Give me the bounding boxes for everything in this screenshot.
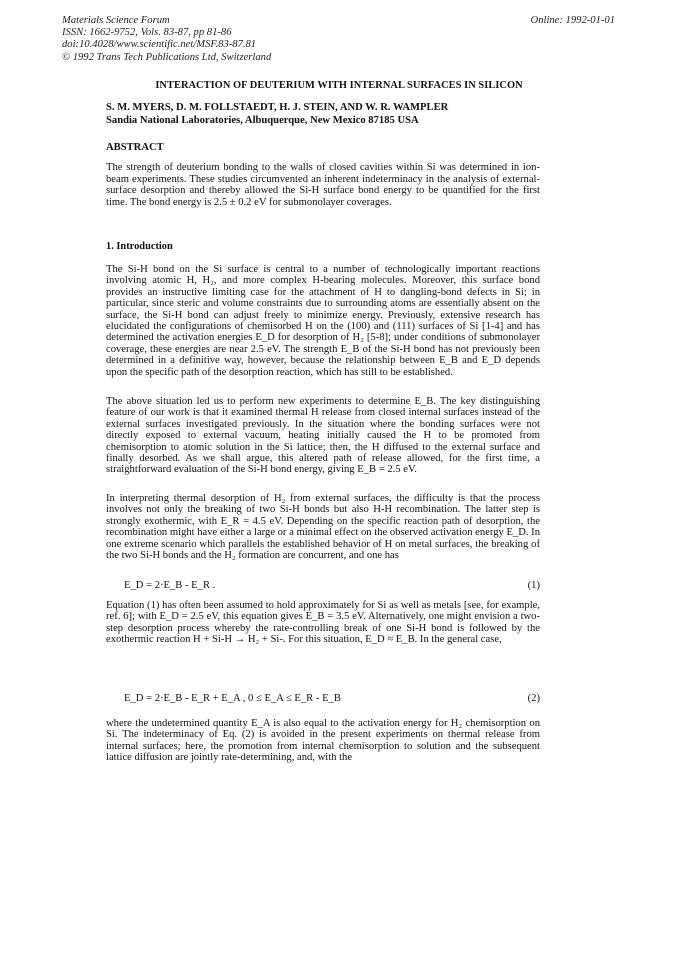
paragraph-1: The Si-H bond on the Si surface is central to a number of technologically important reactions involving atomic H, H₂, and more complex H-bearing molecules. Moreover, this surface bond provides an instructive limiting case for the attachment of H to dangling-bond defects in Si; in particular, since steric and volume constraints due to surrounding atoms are essentially absent on the surface, the Si-H bond can adjust freely to minimize energy. Previously, extensive research has elucidated the configurations of chemisorbed H on the (100) and (111) surfaces of Si [1-4] and has determined the activation energies E_D for desorption of H₂ [5-8]; under conditions of submonolayer coverage, these energies are near 2.5 eV. The strength E_B of the Si-H bond has not previously been determined in a definitive way, however, because the relationship between E_B and E_D depends upon the specific path of the desorption reaction, which has still to be established. (106, 264, 540, 378)
issn-line: ISSN: 1662-9752, Vols. 83-87, pp 81-86 (62, 27, 232, 39)
journal-header (62, 15, 271, 64)
equation-2-number: (2) (527, 693, 540, 704)
author-list: S. M. MYERS, D. M. FOLLSTAEDT, H. J. STEIN, AND W. R. WAMPLER (106, 102, 449, 113)
copyright-line: © 1992 Trans Tech Publications Ltd, Switzerland (62, 51, 272, 63)
paper-title: INTERACTION OF DEUTERIUM WITH INTERNAL SURFACES IN SILICON (155, 80, 523, 91)
equation-2-expression: E_D = 2·E_B - E_R + E_A , 0 ≤ E_A ≤ E_R - E_B (124, 693, 341, 704)
online-date: Online: 1992-01-01 (530, 15, 615, 26)
equation-2 (106, 693, 540, 707)
equation-1 (106, 580, 540, 594)
author-block (106, 102, 448, 128)
equation-1-number: (1) (527, 580, 540, 591)
abstract-heading: ABSTRACT (106, 142, 164, 153)
equation-1-expression: E_D = 2·E_B - E_R . (124, 580, 216, 591)
doi-line[interactable]: doi:10.4028/www.scientific.net/MSF.83-87.81 (62, 39, 257, 51)
journal-name: Materials Science Forum (62, 15, 170, 26)
paragraph-5: where the undetermined quantity E_A is also equal to the activation energy for H₂ chemisorption on Si. The indeterminacy of Eq. (2) is avoided in the present experiments on thermal release from internal surfaces; here, the promotion from internal chemisorption to solution and the subsequent lattice diffusion are jointly rate-determining, and, with the (106, 718, 540, 764)
section-heading: 1. Introduction (106, 241, 173, 252)
paragraph-3: In interpreting thermal desorption of H₂ from external surfaces, the difficulty is that the process involves not only the breaking of two Si-H bonds but also H-H recombination. The latter step is strongly exothermic, with E_R = 4.5 eV. Depending on the specific reaction path of desorption, the recombination might have either a large or a minimal effect on the observed activation energy E_D. In one extreme scenario which parallels the established behavior of H on metal surfaces, the breaking of the two Si-H bonds and the H₂ formation are concurrent, and one has (106, 493, 540, 562)
abstract-text: The strength of deuterium bonding to the walls of closed cavities within Si was determined in ion-beam experiments. These studies circumvented an inherent indeterminacy in the analysis of external-surface desorption and thereby allowed the Si-H surface bond energy to be quantified for the first time. The bond energy is 2.5 ± 0.2 eV for submonolayer coverages. (106, 162, 540, 208)
paragraph-2: The above situation led us to perform new experiments to determine E_B. The key distinguishing feature of our work is that it examined thermal H release from closed internal surfaces instead of the external surfaces investigated previously. In the situation where the bonding surfaces were not directly exposed to external vacuum, heating initially caused the H to be promoted from chemisorption to atomic solution in the Si lattice; then, the H diffused to the external surface and finally desorbed. As we shall argue, this altered path of release allowed, for the first time, a straightforward evaluation of the Si-H bond energy, giving E_B = 2.5 eV. (106, 396, 540, 476)
affiliation: Sandia National Laboratories, Albuquerque, New Mexico 87185 USA (106, 114, 419, 126)
paragraph-4: Equation (1) has often been assumed to hold approximately for Si as well as metals [see, for example, ref. 6]; with E_D = 2.5 eV, this equation gives E_B = 3.5 eV. Alternatively, one might envision a two-step desorption process whereby the rate-controlling break of one Si-H bond is followed by the exothermic reaction H + Si-H → H₂ + Si-. For this situation, E_D ≈ E_B. In the general case, (106, 600, 540, 646)
